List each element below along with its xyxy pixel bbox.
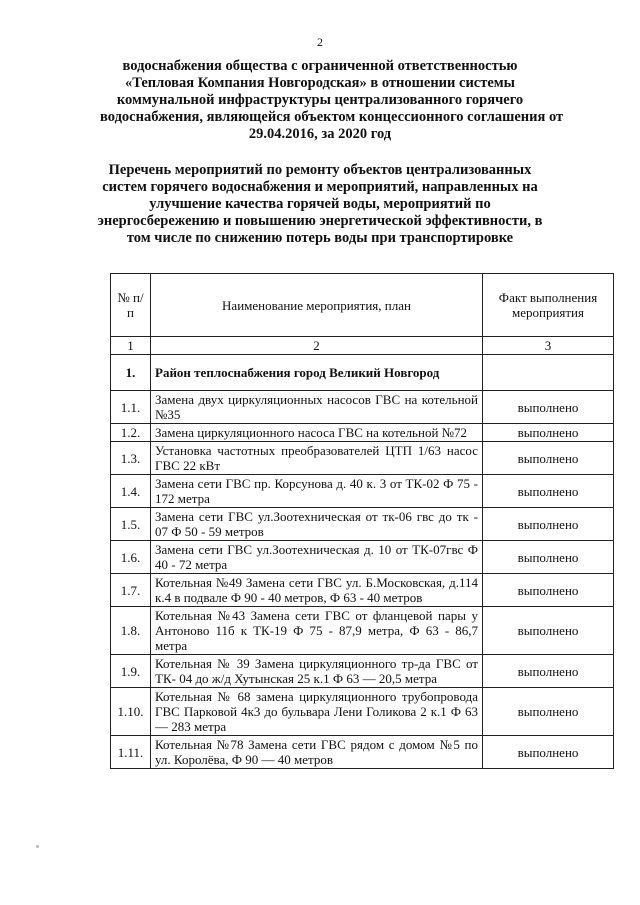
table-row <box>111 424 614 442</box>
row-name: Установка частотных преобразователей ЦТП 1/63 насос ГВС 22 кВт <box>151 442 483 475</box>
table-header-row <box>111 274 614 337</box>
row-num: 1.10. <box>111 688 151 736</box>
table-row <box>111 541 614 574</box>
row-num: 1.1. <box>111 391 151 424</box>
row-fact: выполнено <box>483 688 614 736</box>
row-num: 1.2. <box>111 424 151 442</box>
heading-line: водоснабжения общества с ограниченной ответственностью <box>122 58 518 74</box>
table-row <box>111 607 614 655</box>
row-name: Замена сети ГВС ул.Зоотехническая от тк-06 гвс до тк - 07 Ф 50 - 59 метров <box>151 508 483 541</box>
row-fact: выполнено <box>483 607 614 655</box>
table-row <box>111 688 614 736</box>
table-row <box>111 655 614 688</box>
heading-line: 29.04.2016, за 2020 год <box>248 126 392 142</box>
row-name: Котельная №49 Замена сети ГВС ул. Б.Московская, д.114 к.4 в подвале Ф 90 - 40 метров, Ф 63 - 40 метров <box>151 574 483 607</box>
row-num: 1.7. <box>111 574 151 607</box>
row-num: 1.9. <box>111 655 151 688</box>
measures-table <box>110 273 614 769</box>
table-row <box>111 391 614 424</box>
section-name: Район теплоснабжения город Великий Новгород <box>151 355 483 391</box>
row-fact: выполнено <box>483 508 614 541</box>
section-num: 1. <box>111 355 151 391</box>
table-row <box>111 574 614 607</box>
row-name: Замена циркуляционного насоса ГВС на котельной №72 <box>151 424 483 442</box>
row-fact: выполнено <box>483 442 614 475</box>
row-num: 1.4. <box>111 475 151 508</box>
heading-line: «Тепловая Компания Новгородская» в отношении системы <box>125 75 515 91</box>
row-fact: выполнено <box>483 574 614 607</box>
row-name: Котельная №78 Замена сети ГВС рядом с домом №5 по ул. Королёва, Ф 90 — 40 метров <box>151 736 483 769</box>
row-num: 1.3. <box>111 442 151 475</box>
table-row <box>111 475 614 508</box>
row-fact: выполнено <box>483 391 614 424</box>
heading-line: водоснабжения, являющейся объектом концессионного соглашения от <box>100 109 564 125</box>
table-row <box>111 508 614 541</box>
column-index: 1 <box>111 337 151 355</box>
row-fact: выполнено <box>483 541 614 574</box>
row-name: Замена двух циркуляционных насосов ГВС на котельной №35 <box>151 391 483 424</box>
row-name: Замена сети ГВС пр. Корсунова д. 40 к. 3 от ТК-02 Ф 75 - 172 метра <box>151 475 483 508</box>
row-name: Котельная № 39 Замена циркуляционного тр-да ГВС от ТК- 04 до ж/д Хутынская 25 к.1 Ф 63 — 20,5 метра <box>151 655 483 688</box>
row-num: 1.11. <box>111 736 151 769</box>
row-name: Котельная № 68 замена циркуляционного трубопровода ГВС Парковой 4к3 до бульвара Лени Голикова 2 к.1 Ф 63 — 283 метра <box>151 688 483 736</box>
table-row <box>111 736 614 769</box>
row-name: Замена сети ГВС ул.Зоотехническая д. 10 от ТК-07гвс Ф 40 - 72 метра <box>151 541 483 574</box>
row-fact: выполнено <box>483 424 614 442</box>
column-index: 3 <box>483 337 614 355</box>
page-number: 2 <box>317 35 323 49</box>
column-index-row <box>111 337 614 355</box>
list-title: Перечень мероприятий по ремонту объектов централизованных систем горячего водоснабжения и мероприятий, направленных на улучшение качества горячей воды, мероприятий по энергосбережению и повышению энергетической эффективности, в том числе по снижению потерь воды при транспортировке <box>97 162 543 246</box>
table-row <box>111 442 614 475</box>
section-fact <box>483 355 614 391</box>
row-num: 1.8. <box>111 607 151 655</box>
row-fact: выполнено <box>483 736 614 769</box>
column-index: 2 <box>151 337 483 355</box>
row-num: 1.6. <box>111 541 151 574</box>
header-fact: Факт выполнения мероприятия <box>483 274 614 337</box>
header-num: № п/п <box>111 274 151 337</box>
row-name: Котельная №43 Замена сети ГВС от фланцевой пары у Антоново 11б к ТК-19 Ф 75 - 87,9 метра, Ф 63 - 86,7 метра <box>151 607 483 655</box>
heading-line: коммунальной инфраструктуры централизованного горячего <box>116 92 524 108</box>
row-fact: выполнено <box>483 655 614 688</box>
scan-speck <box>36 845 39 848</box>
row-fact: выполнено <box>483 475 614 508</box>
document-heading <box>100 58 564 143</box>
header-name: Наименование мероприятия, план <box>151 274 483 337</box>
row-num: 1.5. <box>111 508 151 541</box>
section-row <box>111 355 614 391</box>
